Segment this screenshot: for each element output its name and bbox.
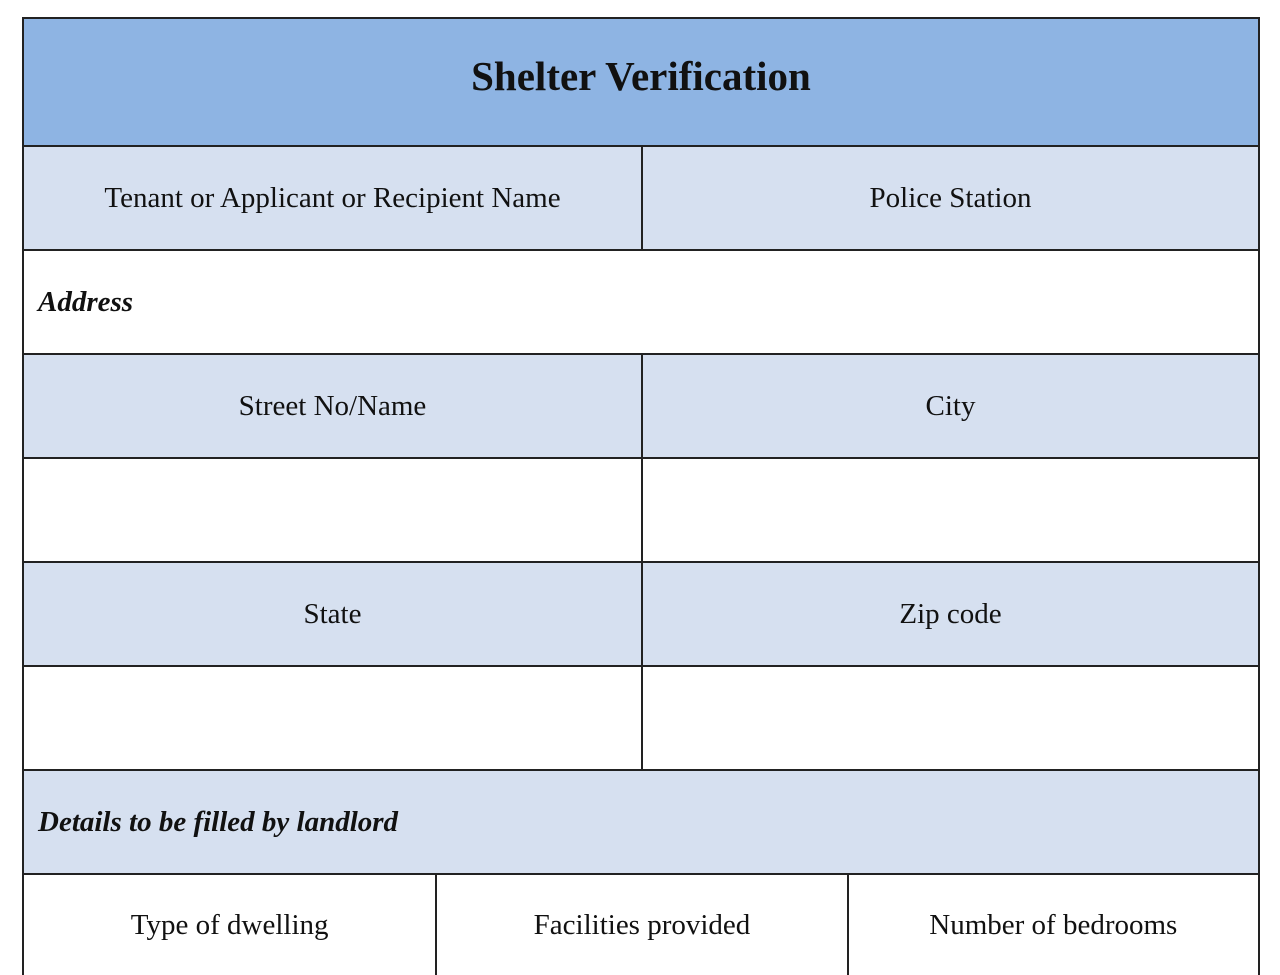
shelter-verification-form bbox=[22, 17, 1260, 975]
street-city-label-row bbox=[24, 355, 1258, 459]
state-zip-label-row bbox=[24, 563, 1258, 667]
street-label: Street No/Name bbox=[238, 389, 427, 422]
facilities-label: Facilities provided bbox=[435, 875, 846, 975]
form-title: Shelter Verification bbox=[471, 53, 811, 99]
landlord-section-heading: Details to be filled by landlord bbox=[38, 805, 399, 838]
state-zip-input-row bbox=[24, 667, 1258, 771]
city-label: City bbox=[641, 355, 1258, 457]
address-section-heading: Address bbox=[38, 285, 134, 318]
tenant-name-label: Tenant or Applicant or Recipient Name bbox=[104, 181, 561, 214]
address-section-row bbox=[24, 251, 1258, 355]
police-station-label: Police Station bbox=[641, 147, 1258, 249]
title-row bbox=[24, 19, 1258, 147]
street-city-input-row bbox=[24, 459, 1258, 563]
city-field[interactable] bbox=[641, 459, 1258, 561]
street-field[interactable] bbox=[24, 459, 641, 561]
zip-label: Zip code bbox=[641, 563, 1258, 665]
name-police-label-row bbox=[24, 147, 1258, 251]
state-label: State bbox=[303, 597, 362, 630]
state-field[interactable] bbox=[24, 667, 641, 769]
bedrooms-label: Number of bedrooms bbox=[847, 875, 1258, 975]
landlord-details-label-row bbox=[24, 875, 1258, 975]
dwelling-type-label: Type of dwelling bbox=[130, 908, 329, 941]
zip-field[interactable] bbox=[641, 667, 1258, 769]
landlord-section-row bbox=[24, 771, 1258, 875]
